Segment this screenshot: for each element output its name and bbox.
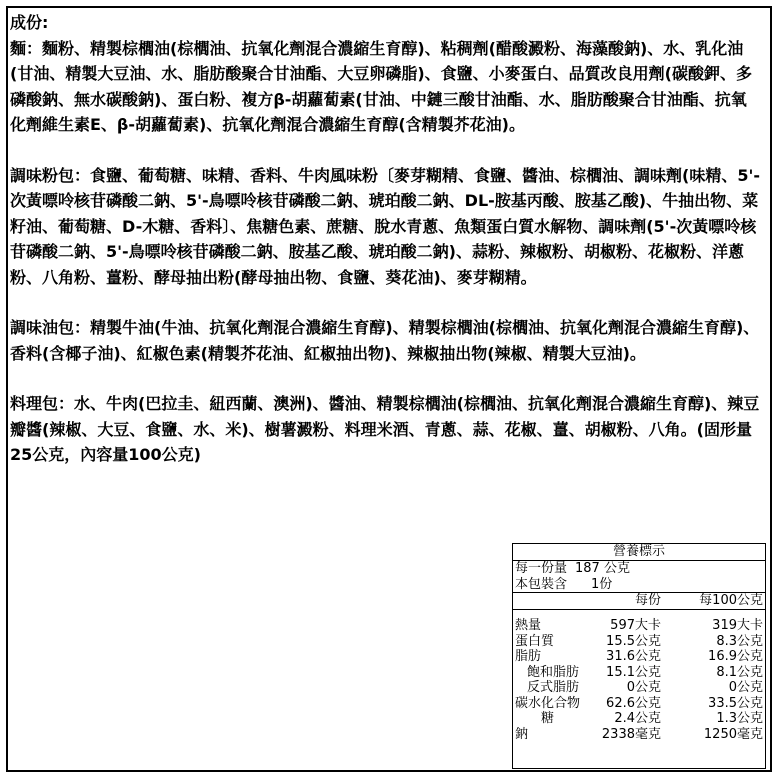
cooking-pack-ingredients: 料理包：水、牛肉(巴拉圭、紐西蘭、澳洲)、醬油、精製棕櫚油(棕櫚油、抗氧化劑混合濃縮生育醇)、辣豆瓣醬(辣椒、大豆、食鹽、水、米)、樹薯澱粉、料理米酒、青蔥、蒜、花椒、薑、胡椒粉、八角。(固形量25公克，內容量100公克)	[10, 394, 760, 464]
column-header-row	[513, 593, 765, 610]
nutrient-per-100g: 319大卡	[712, 618, 763, 633]
nutrition-table	[512, 543, 766, 769]
nutrient-per-serving: 597大卡	[610, 618, 661, 633]
nutrient-label: 鈉	[515, 726, 529, 742]
seasoning-oil-ingredients: 調味油包：精製牛油(牛油、抗氧化劑混合濃縮生育醇)、精製棕櫚油(棕櫚油、抗氧化劑混合濃縮生育醇)、香料(含椰子油)、紅椒色素(精製芥花油、紅椒抽出物)、辣椒抽出物(辣椒、精製大豆油)。	[10, 318, 760, 363]
nutrient-per-serving: 15.5公克	[606, 633, 661, 649]
nutrient-row-protein	[513, 634, 765, 650]
nutrient-label: 熱量	[515, 618, 542, 633]
nutrient-per-serving: 31.6公克	[606, 649, 661, 664]
nutrient-per-100g: 33.5公克	[708, 695, 763, 711]
nutrient-row-trans-fat	[513, 680, 765, 696]
per-100g-header: 每100公克	[699, 593, 763, 608]
nutrient-per-serving: 62.6公克	[606, 695, 661, 711]
seasoning-powder-ingredients: 調味粉包：食鹽、葡萄糖、味精、香料、牛肉風味粉〔麥芽糊精、食鹽、醬油、棕櫚油、調味劑(味精、5'-次黃嘌呤核苷磷酸二鈉、5'-鳥嘌呤核苷磷酸二鈉、琥珀酸二鈉、DL-胺基丙酸、胺基乙酸)、牛抽出物、菜籽油、葡萄糖、D-木糖、香料〕、焦糖色素、蔗糖、脫水青蔥、魚類蛋白質水解物、調味劑(5'-次黃嘌呤核苷磷酸二鈉、5'-鳥嘌呤核苷磷酸二鈉、胺基乙酸、琥珀酸二鈉)、蒜粉、辣椒粉、胡椒粉、花椒粉、洋蔥粉、八角粉、薑粉、酵母抽出粉(酵母抽出物、食鹽、葵花油)、麥芽糊精。	[10, 165, 760, 287]
nutrient-per-100g: 8.1公克	[716, 664, 763, 680]
serving-size-label: 每一份量	[515, 561, 568, 576]
nutrient-per-serving: 0公克	[626, 680, 661, 695]
nutrient-per-serving: 2.4公克	[614, 711, 661, 726]
nutrient-per-serving: 15.1公克	[606, 664, 661, 680]
noodles-ingredients: 麵：麵粉、精製棕櫚油(棕櫚油、抗氧化劑混合濃縮生育醇)、粘稠劑(醋酸澱粉、海藻酸鈉)、水、乳化油(甘油、精製大豆油、水、脂肪酸聚合甘油酯、大豆卵磷脂)、食鹽、小麥蛋白、品質改良用劑(碳酸鉀、多磷酸鈉、無水碳酸鈉)、蛋白粉、複方β-胡蘿蔔素(甘油、中鏈三酸甘油酯、水、脂肪酸聚合甘油酯、抗氧化劑維生素E、β-胡蘿蔔素)、抗氧化劑混合濃縮生育醇(含精製芥花油)。	[10, 38, 752, 134]
nutrient-per-100g: 1250毫克	[703, 726, 763, 742]
nutrient-row-saturated-fat	[513, 665, 765, 681]
nutrient-label: 脂肪	[515, 649, 542, 664]
serving-size-row	[513, 561, 765, 577]
nutrient-row-sugar	[513, 711, 765, 727]
servings-row	[513, 577, 765, 594]
nutrition-title: 營養標示	[513, 544, 765, 561]
nutrient-label: 碳水化合物	[515, 695, 581, 711]
ingredients-section	[10, 10, 762, 468]
nutrient-label: 反式脂肪	[527, 680, 580, 695]
nutrient-label: 糖	[541, 711, 555, 726]
nutrient-row-fat	[513, 649, 765, 665]
servings-label: 本包裝含	[515, 576, 568, 592]
nutrient-per-100g: 1.3公克	[716, 711, 763, 726]
per-serving-header: 每份	[634, 593, 661, 608]
nutrient-per-100g: 8.3公克	[716, 633, 763, 649]
nutrient-label: 飽和脂肪	[527, 664, 580, 680]
nutrient-label: 蛋白質	[515, 633, 555, 649]
nutrient-per-100g: 0公克	[728, 680, 763, 695]
nutrient-row-sodium	[513, 727, 765, 743]
serving-size-value: 187 公克	[575, 561, 630, 576]
nutrient-per-100g: 16.9公克	[708, 649, 763, 664]
servings-value: 1份	[591, 576, 613, 592]
nutrient-row-calories	[513, 618, 765, 634]
ingredients-header: 成份:	[10, 13, 49, 32]
nutrient-row-carbohydrate	[513, 696, 765, 712]
nutrient-per-serving: 2338毫克	[601, 726, 661, 742]
